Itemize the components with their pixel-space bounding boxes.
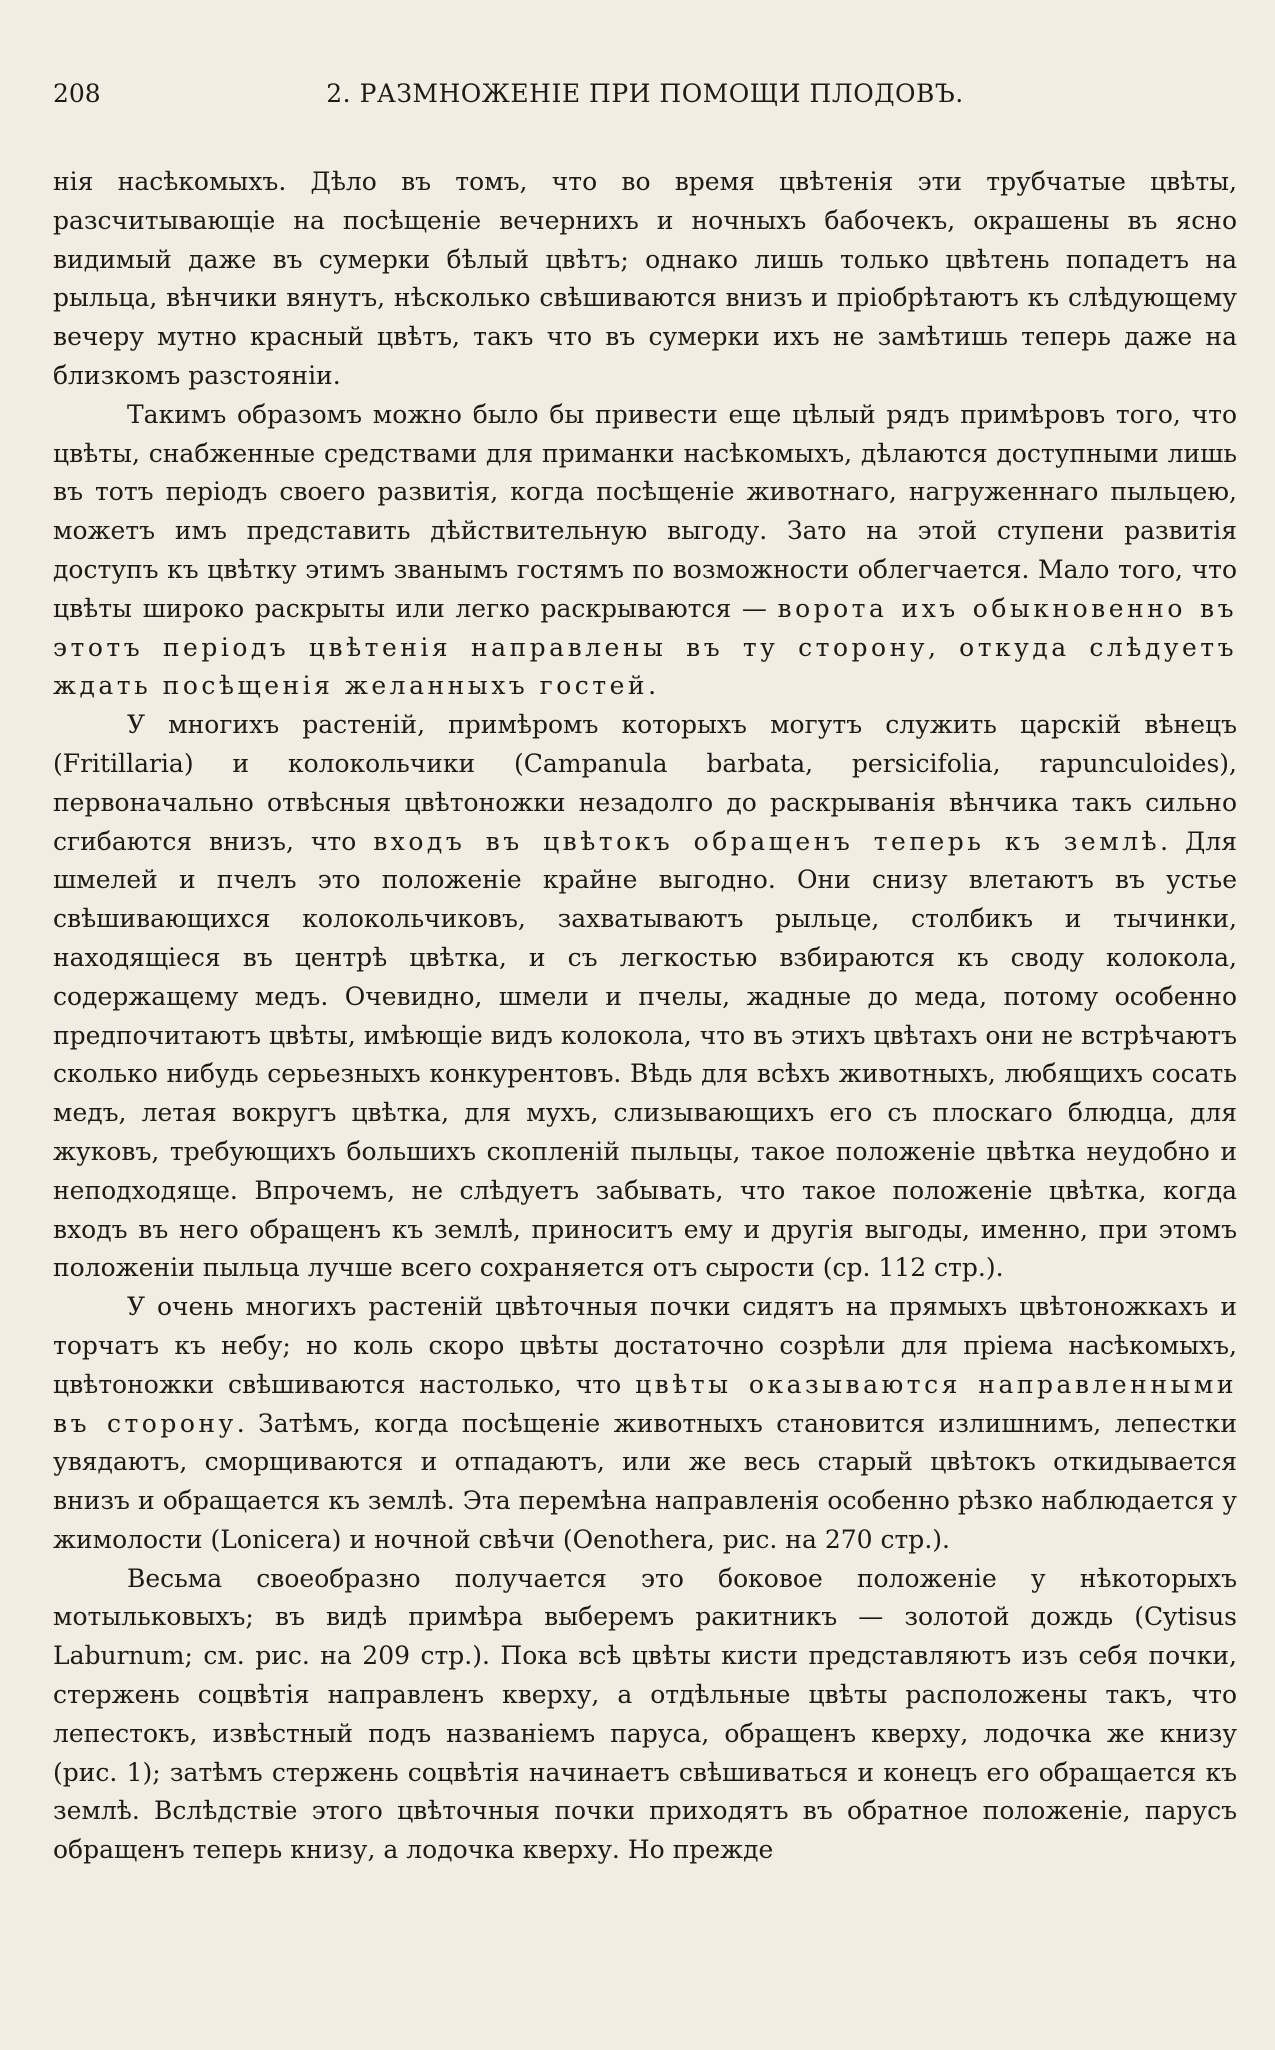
paragraph-5: [53, 1560, 1237, 1870]
page-header: [53, 74, 1237, 114]
running-title: 2. РАЗМНОЖЕНІЕ ПРИ ПОМОЩИ ПЛОДОВЪ.: [326, 79, 964, 108]
paragraph-1: [53, 163, 1237, 396]
page-number: 208: [53, 79, 101, 108]
paragraph-text: нія насѣкомыхъ. Дѣло въ томъ, что во время цвѣтенія эти трубчатые цвѣты, разсчитывающіе на посѣщеніе вечернихъ и ночныхъ бабочекъ, окрашены въ ясно видимый даже въ сумерки бѣлый цвѣтъ; однако лишь только цвѣтень попадетъ на рыльца, вѣнчики вянутъ, нѣсколько свѣшиваются внизъ и пріобрѣтаютъ къ слѣдующему вечеру мутно красный цвѣтъ, такъ что въ сумерки ихъ не замѣтишь теперь даже на близкомъ разстояніи.: [53, 167, 1237, 390]
emphasized-text: цвѣты оказываются направленными въ сторону: [53, 1369, 1238, 1438]
paragraph-text: Весьма своеобразно получается это боковое положеніе у нѣкоторыхъ мотыльковыхъ; въ видѣ примѣра выберемъ ракитникъ — золотой дождь (Cytisus Laburnum; см. рис. на 209 стр.). Пока всѣ цвѣты кисти представляютъ изъ себя почки, стержень соцвѣтія направленъ кверху, а отдѣльные цвѣты расположены такъ, что лепестокъ, извѣстный подъ названіемъ паруса, обращенъ кверху, лодочка же книзу (рис. 1); затѣмъ стержень соцвѣтія начинаетъ свѣшиваться и конецъ его обращается къ землѣ. Вслѣдствіе этого цвѣточныя почки приходятъ въ обратное положеніе, парусъ обращенъ теперь книзу, а лодочка кверху. Но прежде: [53, 1563, 1237, 1865]
book-page: [53, 0, 1237, 2050]
paragraph-text: . Затѣмъ, когда посѣщеніе животныхъ становится излишнимъ, лепестки увядаютъ, сморщиваются и отпадаютъ, или же весь старый цвѣтокъ откидывается внизъ и обращается къ землѣ. Эта перемѣна направленія особенно рѣзко наблюдается у жимолости (Lonicera) и ночной свѣчи (Oenothera, рис. на 270 стр.).: [53, 1408, 1237, 1554]
emphasized-text: входъ въ цвѣтокъ обращенъ теперь къ землѣ: [373, 826, 1161, 856]
paragraph-text: У очень многихъ растеній цвѣточныя почки сидятъ на прямыхъ цвѣтоножкахъ и торчатъ къ небу; но коль скоро цвѣты достаточно созрѣли для пріема насѣкомыхъ, цвѣтоножки свѣшиваются настолько, что: [53, 1292, 1237, 1399]
emphasized-text: ворота ихъ обыкновенно въ этотъ періодъ цвѣтенія направлены въ ту сторону, откуда слѣдуетъ ждать посѣщенія желанныхъ гостей.: [53, 593, 1237, 701]
paragraph-2: [53, 396, 1237, 706]
paragraph-text: . Для шмелей и пчелъ это положеніе крайне выгодно. Они снизу влетаютъ въ устье свѣшивающихся колокольчиковъ, захватываютъ рыльце, столбикъ и тычинки, находящіеся въ центрѣ цвѣтка, и съ легкостью взбираются къ своду колокола, содержащему медъ. Очевидно, шмели и пчелы, жадные до меда, потому особенно предпочитаютъ цвѣты, имѣющіе видъ колокола, что въ этихъ цвѣтахъ они не встрѣчаютъ сколько нибудь серьезныхъ конкурентовъ. Вѣдь для всѣхъ животныхъ, любящихъ сосать медъ, летая вокругъ цвѣтка, для мухъ, слизывающихъ его съ плоскаго блюдца, для жуковъ, требующихъ большихъ скопленій пыльцы, такое положеніе цвѣтка неудобно и неподходяще. Впрочемъ, не слѣдуетъ забывать, что такое положеніе цвѣтка, когда входъ въ него обращенъ къ землѣ, приноситъ ему и другія выгоды, именно, при этомъ положеніи пыльца лучше всего сохраняется отъ сырости (ср. 112 стр.).: [53, 826, 1237, 1283]
paragraph-3: [53, 706, 1237, 1288]
paragraph-text: Такимъ образомъ можно было бы привести еще цѣлый рядъ примѣровъ того, что цвѣты, снабженные средствами для приманки насѣкомыхъ, дѣлаются доступными лишь въ тотъ періодъ своего развитія, когда посѣщеніе животнаго, нагруженнаго пыльцею, можетъ имъ представить дѣйствительную выгоду. Зато на этой ступени развитія доступъ къ цвѣтку этимъ званымъ гостямъ по возможности облегчается. Мало того, что цвѣты широко раскрыты или легко раскрываются —: [53, 399, 1237, 623]
paragraph-4: [53, 1288, 1237, 1560]
body-text: [53, 163, 1237, 1870]
paragraph-text: У многихъ растеній, примѣромъ которыхъ могутъ служить царскій вѣнецъ (Fritillaria) и колокольчики (Campanula barbata, persicifolia, rapunculoides), первоначально отвѣсныя цвѣтоножки незадолго до раскрыванія вѣнчика такъ сильно сгибаются внизъ, что: [53, 710, 1237, 856]
